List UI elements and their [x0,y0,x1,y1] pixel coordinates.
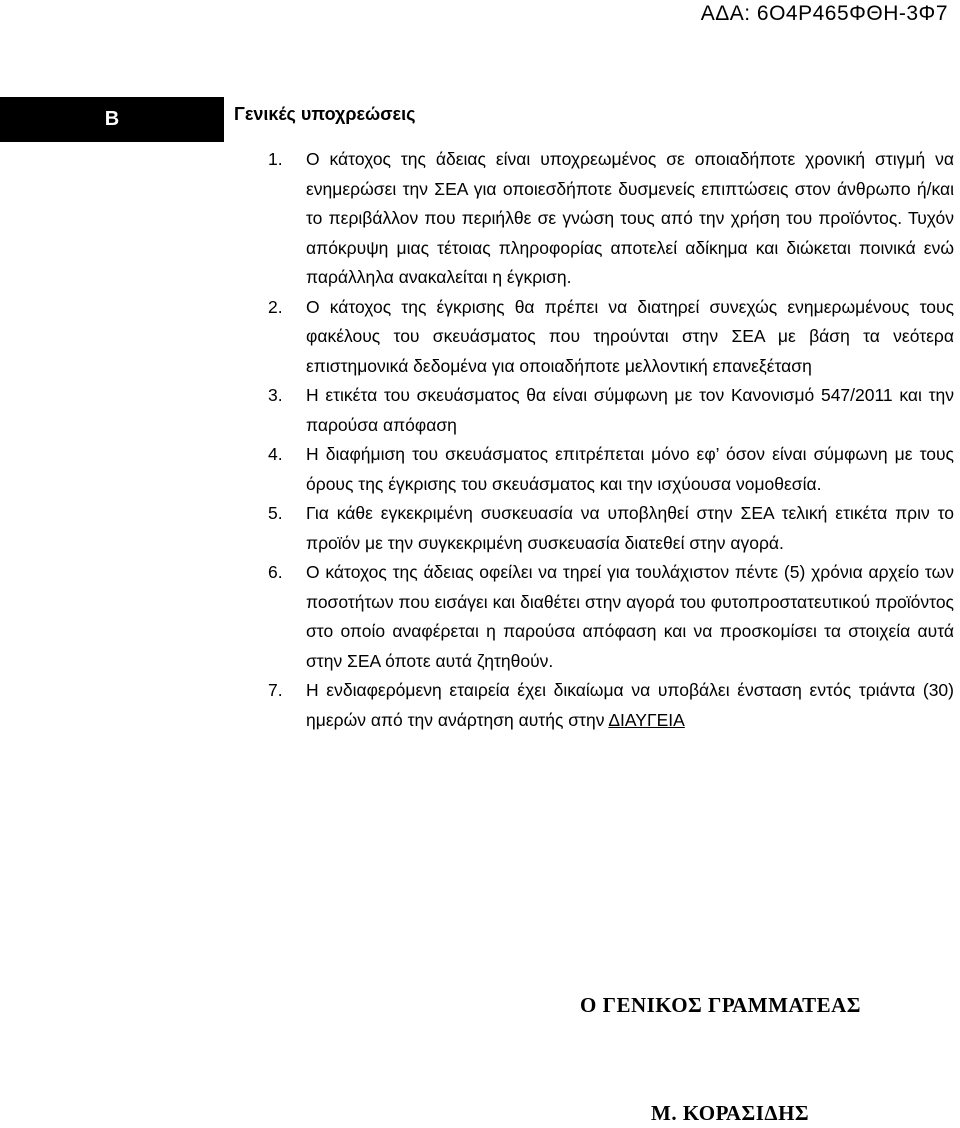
item-number: 3. [268,385,283,405]
item-number: 4. [268,444,283,464]
signatory-title: Ο ΓΕΝΙΚΟΣ ΓΡΑΜΜΑΤΕΑΣ [580,993,861,1017]
item-text: Η διαφήμιση του σκευάσματος επιτρέπεται μόνο εφ’ όσον είναι σύμφωνη με τους όρους της έγκρισης του σκευάσματος και την ισχύουσα νομοθεσία. [306,444,954,494]
item-number: 6. [268,562,283,582]
section-letter: Β [104,108,120,130]
item-number: 5. [268,503,283,523]
item-text [306,680,954,730]
list-item [268,676,954,735]
item-text: Ο κάτοχος της έγκρισης θα πρέπει να διατηρεί συνεχώς ενημερωμένους τους φακέλους του σκευάσματος που τηρούνται στην ΣΕΑ με βάση τα νεότερα επιστημονικά δεδομένα για οποιαδήποτε μελλοντική επανεξέταση [306,296,954,376]
list-item [268,381,954,440]
item-text: Ο κάτοχος της άδειας είναι υποχρεωμένος σε οποιαδήποτε χρονική στιγμή να ενημερώσει την ΣΕΑ για οποιεσδήποτε δυσμενείς επιπτώσεις στον άνθρωπο ή/και το περιβάλλον που περιήλθε σε γνώση τους από την χρήση του προϊόντος. Τυχόν απόκρυψη μιας τέτοιας πληροφορίας αποτελεί αδίκημα και διώκεται ποινικά ενώ παράλληλα ανακαλείται η έγκριση. [306,149,954,287]
item-text: Για κάθε εγκεκριμένη συσκευασία να υποβληθεί στην ΣΕΑ τελική ετικέτα πριν το προϊόν με την συγκεκριμένη συσκευασία διατεθεί στην αγορά. [306,503,954,553]
list-item [268,558,954,676]
diavgeia-link-text: ΔΙΑΥΓΕΙΑ [608,709,685,730]
list-item [268,293,954,382]
obligations-list [268,145,954,735]
item-text: Ο κάτοχος της άδειας οφείλει να τηρεί για τουλάχιστον πέντε (5) χρόνια αρχείο των ποσοτήτων που εισάγει και διαθέτει στην αγορά του φυτοπροστατευτικού προϊόντος στο οποίο αναφέρεται η παρούσα απόφαση και να προσκομίσει τα στοιχεία αυτά στην ΣΕΑ όποτε αυτά ζητηθούν. [306,562,954,671]
item-number: 2. [268,296,283,317]
item-text-main: Η ενδιαφερόμενη εταιρεία έχει δικαίωμα να υποβάλει ένσταση εντός τριάντα (30) ημερών από την ανάρτηση αυτής στην [306,680,954,730]
list-item [268,440,954,499]
item-text: Η ετικέτα του σκευάσματος θα είναι σύμφωνη με τον Κανονισμό 547/2011 και την παρούσα απόφαση [306,385,954,435]
item-number: 1. [268,149,283,169]
ada-code: ΑΔΑ: 6Ο4Ρ465ΦΘΗ-3Φ7 [700,2,948,25]
section-marker [0,97,224,142]
signatory-name: Μ. ΚΟΡΑΣΙΔΗΣ [651,1101,810,1125]
item-number: 7. [268,680,283,700]
list-item [268,499,954,558]
list-item [268,145,954,293]
section-title: Γενικές υποχρεώσεις [234,104,416,124]
